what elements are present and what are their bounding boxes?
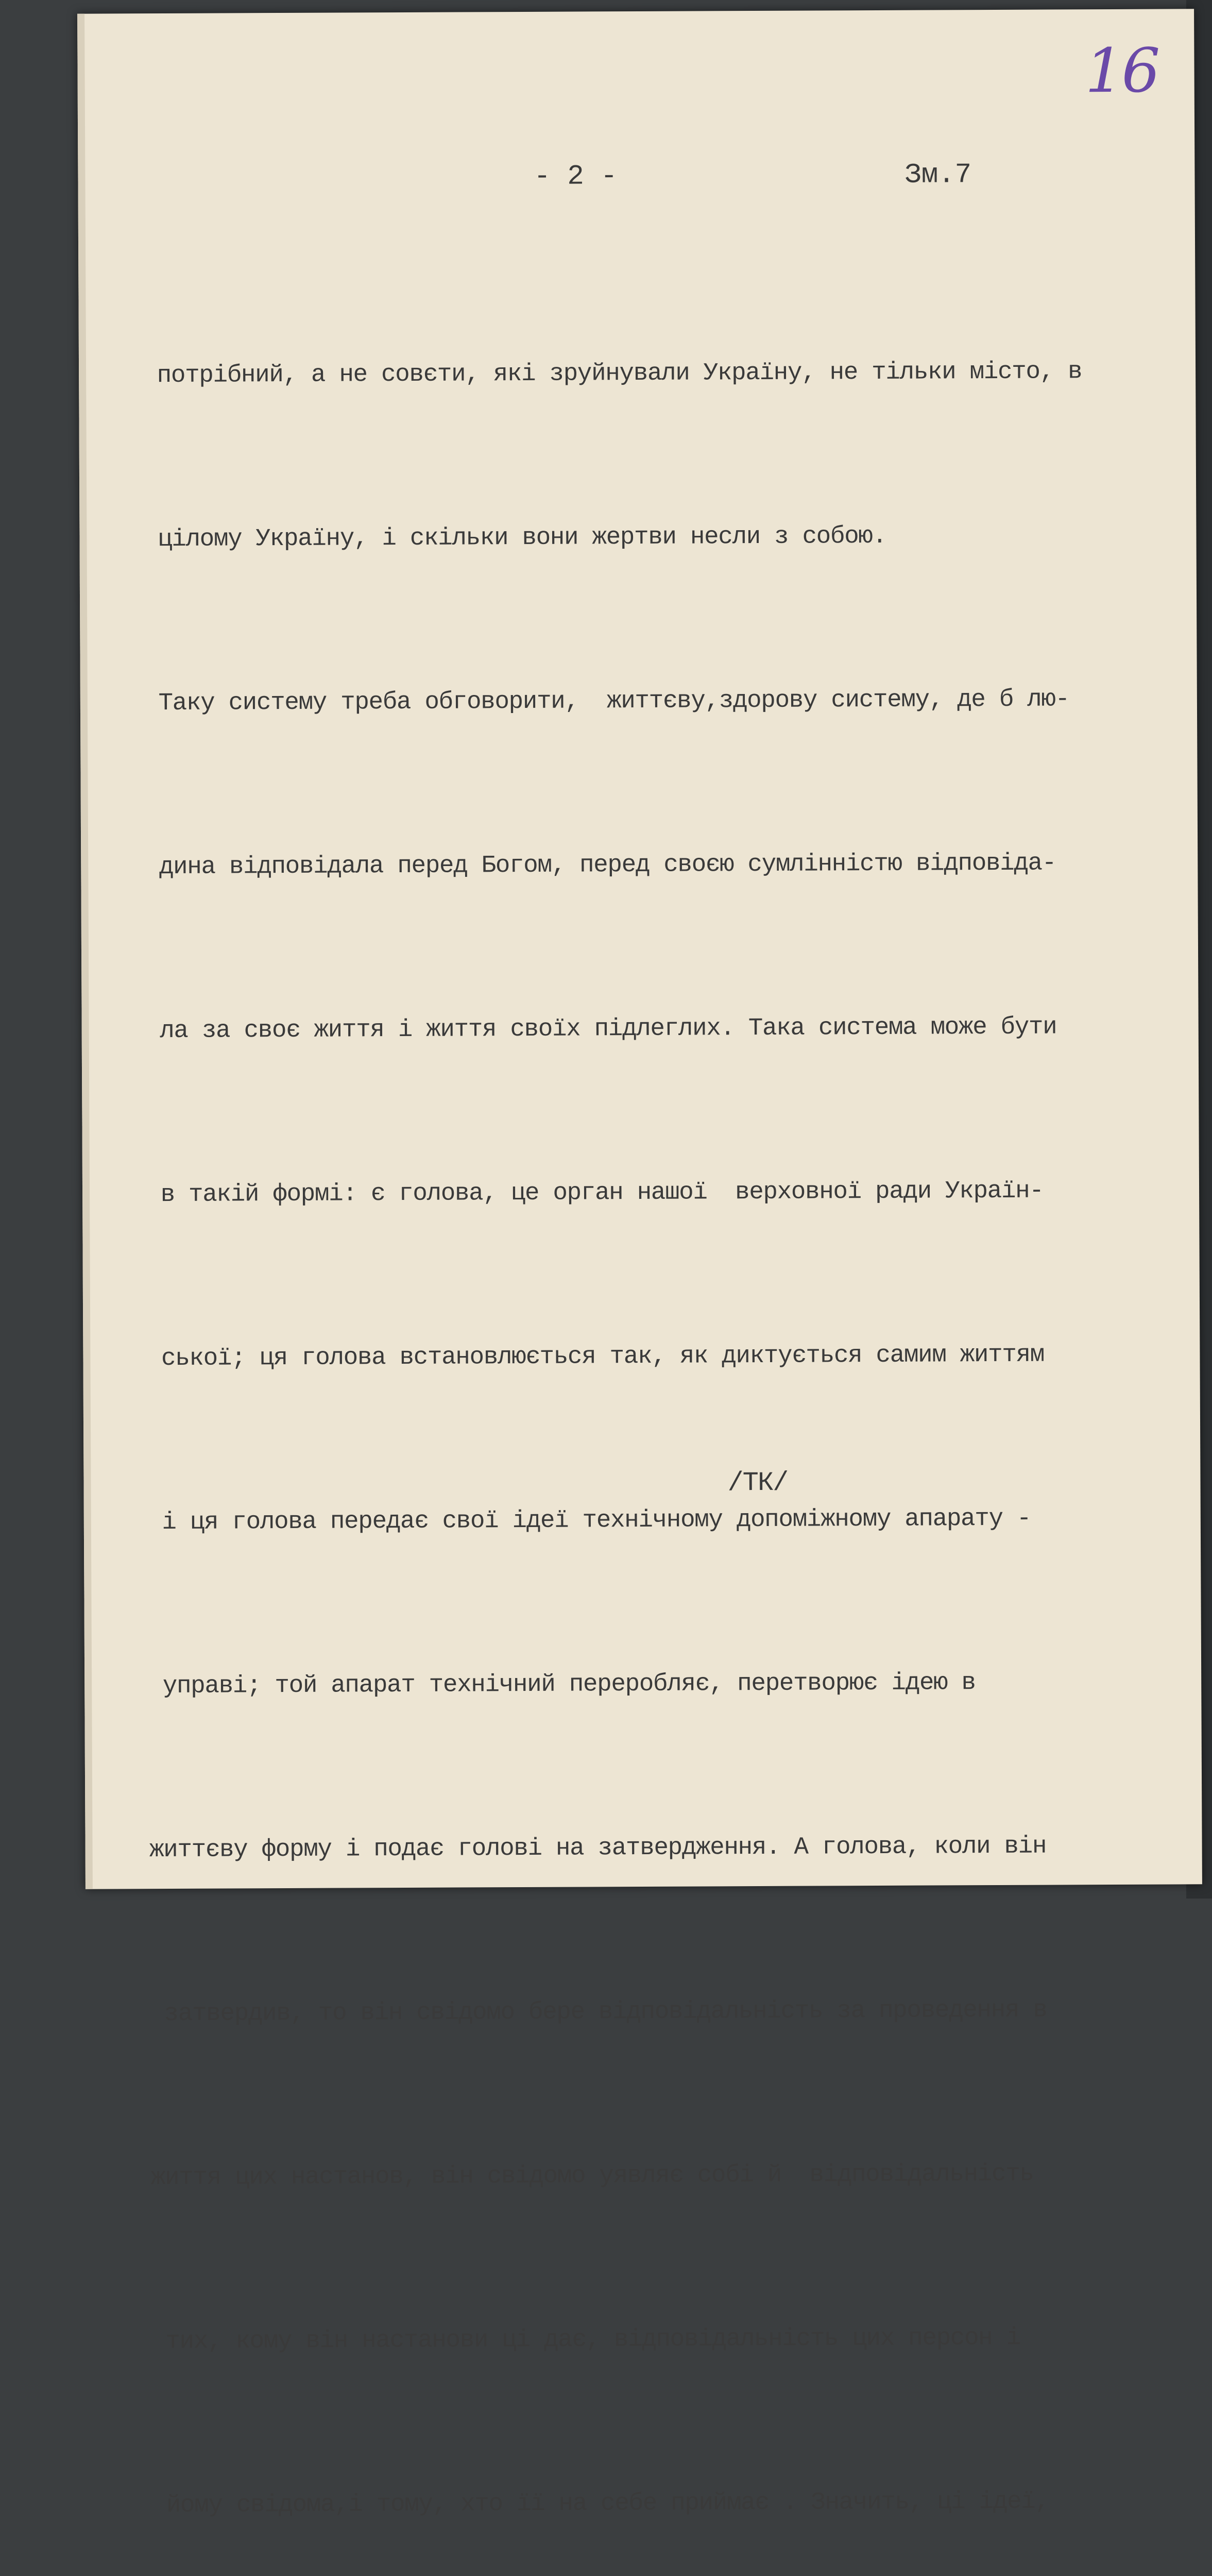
text-line: цілому Україну, і скільки вони жертви несли з собою. [115, 522, 886, 554]
text-line: і ця голова передає свої ідеї технічному допоміжному апарату - [120, 1504, 1031, 1537]
text-line: Таку систему треба обговорити, життєву,здорову систему, де б лю- [116, 685, 1069, 718]
text-line: ської; ця голова встановлюється так, як диктується самим життям [119, 1341, 1045, 1373]
page-number: - 2 - [534, 161, 618, 193]
text-line: йому свідома,і тому, хто її на себе приймає . Значить, ці ідеї, [124, 2487, 1049, 2520]
document-page [77, 9, 1202, 2520]
folio-number: 16 [1085, 35, 1158, 107]
text-line: тих, кому він настанови ці дає, відповідальність цих персон і [123, 2324, 1020, 2356]
page-edge-shadow [77, 14, 93, 1889]
text-line: життя цих настанов, він свідомо уявляє собі й відповідальність [123, 2160, 1034, 2192]
text-line: життєву форму і подає голові на затвердження. А голова, коли він [121, 1832, 1047, 1865]
page-header [78, 158, 1194, 199]
document-code: Зм.7 [904, 159, 972, 191]
text-line: в такій формі: є голова, це орган нашої верховної ради Україн- [118, 1177, 1044, 1209]
signature-initials: /ТК/ [727, 1467, 788, 1499]
text-line: потрібний, а не совєти, які зруйнували Україну, не тільки місто, в [115, 358, 1082, 390]
text-line: ла за своє життя і життя своїх підлеглих. Така система може бути [117, 1013, 1057, 1045]
text-line: управі; той апарат технічний переробляє, перетворює ідею в [121, 1669, 976, 1701]
text-line: затвердив, то він свідомо бере відповідальність за проведення в [122, 1996, 1047, 2028]
text-line: дина відповідала перед Богом, перед своєю сумлінністю відповіда- [117, 849, 1056, 882]
body-text [114, 235, 1181, 2576]
